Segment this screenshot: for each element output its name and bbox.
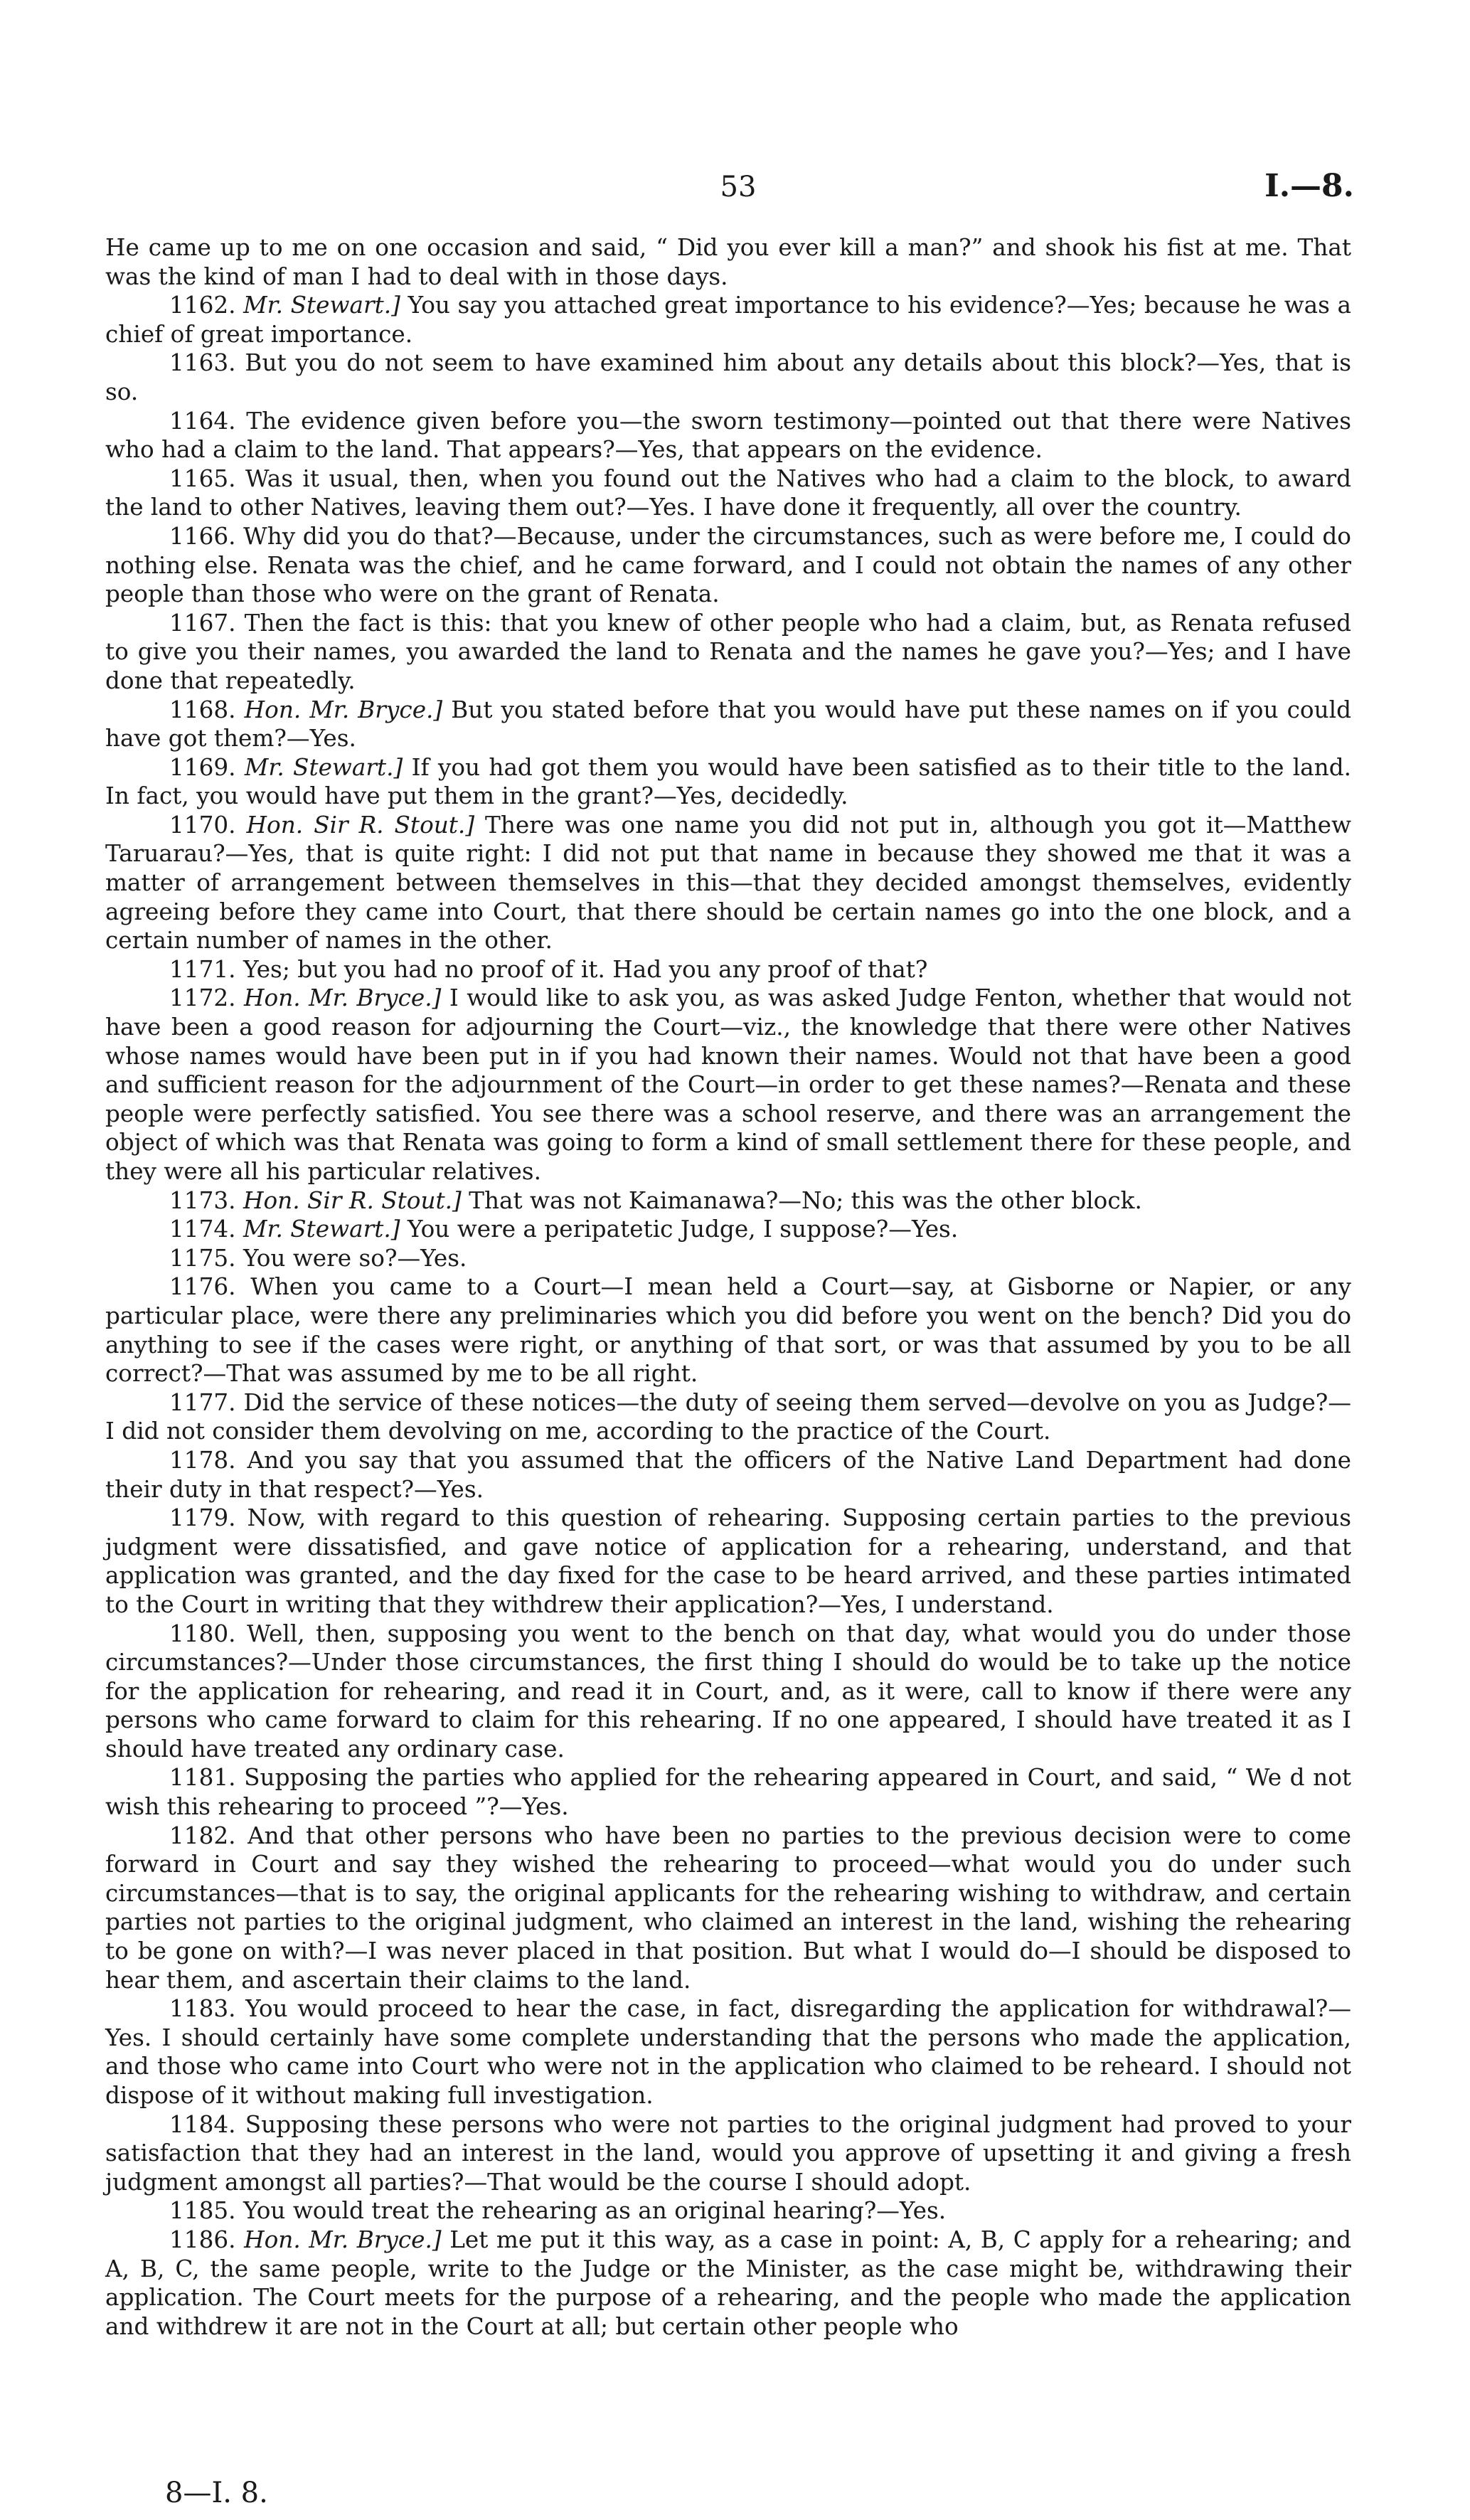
speaker-name: Hon. Sir R. Stout.] [246,811,475,839]
question-paragraph [105,1244,1351,1273]
question-paragraph [105,1822,1351,1995]
question-paragraph [105,522,1351,609]
continuation-paragraph [105,233,1351,291]
question-number: 1175. [169,1244,236,1272]
question-paragraph [105,753,1351,811]
question-number: 1162. [169,292,236,319]
paragraph-text: You would treat the rehearing as an original hearing?—Yes. [243,2197,947,2225]
question-paragraph [105,955,1351,984]
question-paragraph [105,407,1351,464]
question-paragraph [105,984,1351,1186]
question-number: 1173. [169,1186,236,1214]
paragraph-text: Why did you do that?—Because, under the circumstances, such as were before me, I could do nothing else. Renata was the chief, and he came forward, and I could not obtain the names of any other people than those who were on the grant of Renata. [105,522,1351,608]
question-paragraph [105,1994,1351,2110]
question-paragraph [105,1504,1351,1619]
paragraph-text: Did the service of these notices—the duty of seeing them served—devolve on you as Judge?—I did not consider them devolving on me, according to the practice of the Court. [105,1388,1351,1445]
question-number: 1183. [169,1995,236,2023]
question-number: 1163. [169,349,236,377]
paragraph-text: Let me put it this way, as a case in point: A, B, C apply for a rehearing; and A, B, C, the same people, write to the Judge or the Minister, as the case might be, withdrawing their application. The Court meets for the purpose of a rehearing, and the people who made the application and withdrew it are not in the Court at all; but certain other people who [105,2226,1352,2340]
question-number: 1171. [169,955,236,983]
question-number: 1184. [169,2110,236,2138]
question-paragraph [105,696,1351,753]
question-number: 1168. [169,696,236,723]
question-number: 1174. [169,1216,236,1243]
paragraph-text: Supposing the parties who applied for the rehearing appeared in Court, and said, “ We d not wish this rehearing to proceed ”?—Yes. [105,1764,1352,1821]
question-number: 1178. [169,1446,236,1474]
paragraph-text: Was it usual, then, when you found out the Natives who had a claim to the block, to award the land to other Natives, leaving them out?—Yes. I have done it frequently, all over the country. [105,464,1352,521]
question-paragraph [105,1272,1351,1388]
question-paragraph [105,464,1351,522]
signature-mark: 8—I. 8. [165,2477,268,2509]
paragraph-text: But you stated before that you would have put these names on if you could have got them?—Yes. [105,696,1352,753]
paragraph-text: Well, then, supposing you went to the bench on that day, what would you do under those circumstances?—Under those circumstances, the first thing I should do would be to take up the notice for the application for rehearing, and read it in Court, and, as it were, call to know if there were any persons who came forward to claim for this rehearing. If no one appeared, I should have treated it as I should have treated any ordinary case. [105,1620,1351,1763]
paragraph-text: You say you attached great importance to his evidence?—Yes; because he was a chief of great importance. [105,292,1352,348]
question-paragraph [105,609,1351,696]
question-paragraph [105,1186,1351,1216]
question-number: 1186. [169,2226,236,2253]
paragraph-text: You were a peripatetic Judge, I suppose?—Yes. [407,1216,959,1243]
speaker-name: Hon. Mr. Bryce.] [244,984,442,1012]
paragraph-text: And you say that you assumed that the officers of the Native Land Department had done their duty in that respect?—Yes. [105,1446,1352,1503]
speaker-name: Mr. Stewart.] [243,1216,400,1243]
paragraph-text: If you had got them you would have been satisfied as to their title to the land. In fact, you would have put them in the grant?—Yes, decidedly. [105,753,1352,810]
question-paragraph [105,1763,1351,1821]
question-number: 1179. [169,1504,236,1532]
paragraph-text: Now, with regard to this question of rehearing. Supposing certain parties to the previous judgment were dissatisfied, and gave notice of application for a rehearing, understand, and that application was granted, and the day fixed for the case to be heard arrived, and these parties intimated to the Court in writing that they withdrew their application?—Yes, I understand. [105,1504,1352,1618]
question-paragraph [105,2110,1351,2197]
document-reference: I.—8. [1264,168,1354,204]
paragraph-text: Yes; but you had no proof of it. Had you any proof of that? [243,955,928,983]
paragraph-text: Then the fact is this: that you knew of other people who had a claim, but, as Renata refused to give you their names, you awarded the land to Renata and the names he gave you?—Yes; and I have done that repeatedly. [105,609,1352,694]
body-text [105,233,1351,2341]
question-number: 1185. [169,2197,236,2225]
speaker-name: Mr. Stewart.] [244,753,403,781]
question-number: 1172. [169,984,236,1012]
speaker-name: Hon. Mr. Bryce.] [244,696,443,723]
speaker-name: Hon. Sir R. Stout.] [243,1186,462,1214]
speaker-name: Mr. Stewart.] [243,292,400,319]
question-paragraph [105,811,1351,955]
page-number: 53 [720,171,757,203]
speaker-name: Hon. Mr. Bryce.] [244,2226,442,2253]
question-number: 1176. [169,1273,236,1301]
question-number: 1169. [169,753,236,781]
question-number: 1180. [169,1620,236,1647]
paragraph-text: You were so?—Yes. [243,1244,467,1272]
question-number: 1166. [169,522,236,550]
question-number: 1177. [169,1388,236,1416]
paragraph-text: And that other persons who have been no parties to the previous decision were to come forward in Court and say they wished the rehearing to proceed—what would you do under such circumstances—that is to say, the original applicants for the rehearing wishing to withdraw, and certain parties not parties to the original judgment, who claimed an interest in the land, wishing the rehearing to be gone on with?—I was never placed in that position. But what I would do—I should be disposed to hear them, and ascertain their claims to the land. [105,1822,1351,1994]
question-number: 1165. [169,464,236,492]
paragraph-text: There was one name you did not put in, although you got it—Matthew Taruarau?—Yes, that is quite right: I did not put that name in because they showed me that it was a matter of arrangement between themselves in this—that they decided amongst themselves, evidently agreeing before they came into Court, that there should be certain names go into the one block, and a certain number of names in the other. [105,811,1352,955]
question-paragraph [105,1446,1351,1504]
paragraph-text: I would like to ask you, as was asked Judge Fenton, whether that would not have been a good reason for adjourning the Court—viz., the knowledge that there were other Natives whose names would have been put in if you had known their names. Would not that have been a good and sufficient reason for the adjournment of the Court—in order to get these names?—Renata and these people were perfectly satisfied. You see there was a school reserve, and there was an arrangement the object of which was that Renata was going to form a kind of small settlement there for these people, and they were all his particular relatives. [105,984,1352,1185]
question-paragraph [105,2196,1351,2226]
paragraph-text: The evidence given before you—the sworn testimony—pointed out that there were Natives who had a claim to the land. That appears?—Yes, that appears on the evidence. [105,407,1352,464]
question-number: 1167. [169,609,236,637]
paragraph-text: That was not Kaimanawa?—No; this was the other block. [469,1186,1142,1214]
question-paragraph [105,2226,1351,2341]
question-paragraph [105,1620,1351,1764]
question-paragraph [105,349,1351,406]
paragraph-text: When you came to a Court—I mean held a Court—say, at Gisborne or Napier, or any particular place, were there any preliminaries which you did before you went on the bench? Did you do anything to see if the cases were right, or anything of that sort, or was that assumed by you to be all correct?—That was assumed by me to be all right. [105,1273,1352,1388]
question-number: 1170. [169,811,236,839]
question-paragraph [105,1215,1351,1244]
paragraph-text: He came up to me on one occasion and said, “ Did you ever kill a man?” and shook his fist at me. That was the kind of man I had to deal with in those days. [105,234,1351,290]
question-number: 1164. [169,407,236,435]
paragraph-text: Supposing these persons who were not parties to the original judgment had proved to your satisfaction that they had an interest in the land, would you approve of upsetting it and giving a fresh judgment amongst all parties?—That would be the course I should adopt. [105,2110,1352,2196]
question-number: 1182. [169,1822,236,1849]
question-number: 1181. [169,1764,236,1792]
paragraph-text: But you do not seem to have examined him about any details about this block?—Yes, that is so. [105,349,1352,405]
question-paragraph [105,291,1351,349]
paragraph-text: You would proceed to hear the case, in fact, disregarding the application for withdrawal?—Yes. I should certainly have some complete understanding that the persons who made the application, and those who came into Court who were not in the application who claimed to be reheard. I should not dispose of it without making full investigation. [105,1995,1352,2109]
question-paragraph [105,1388,1351,1446]
